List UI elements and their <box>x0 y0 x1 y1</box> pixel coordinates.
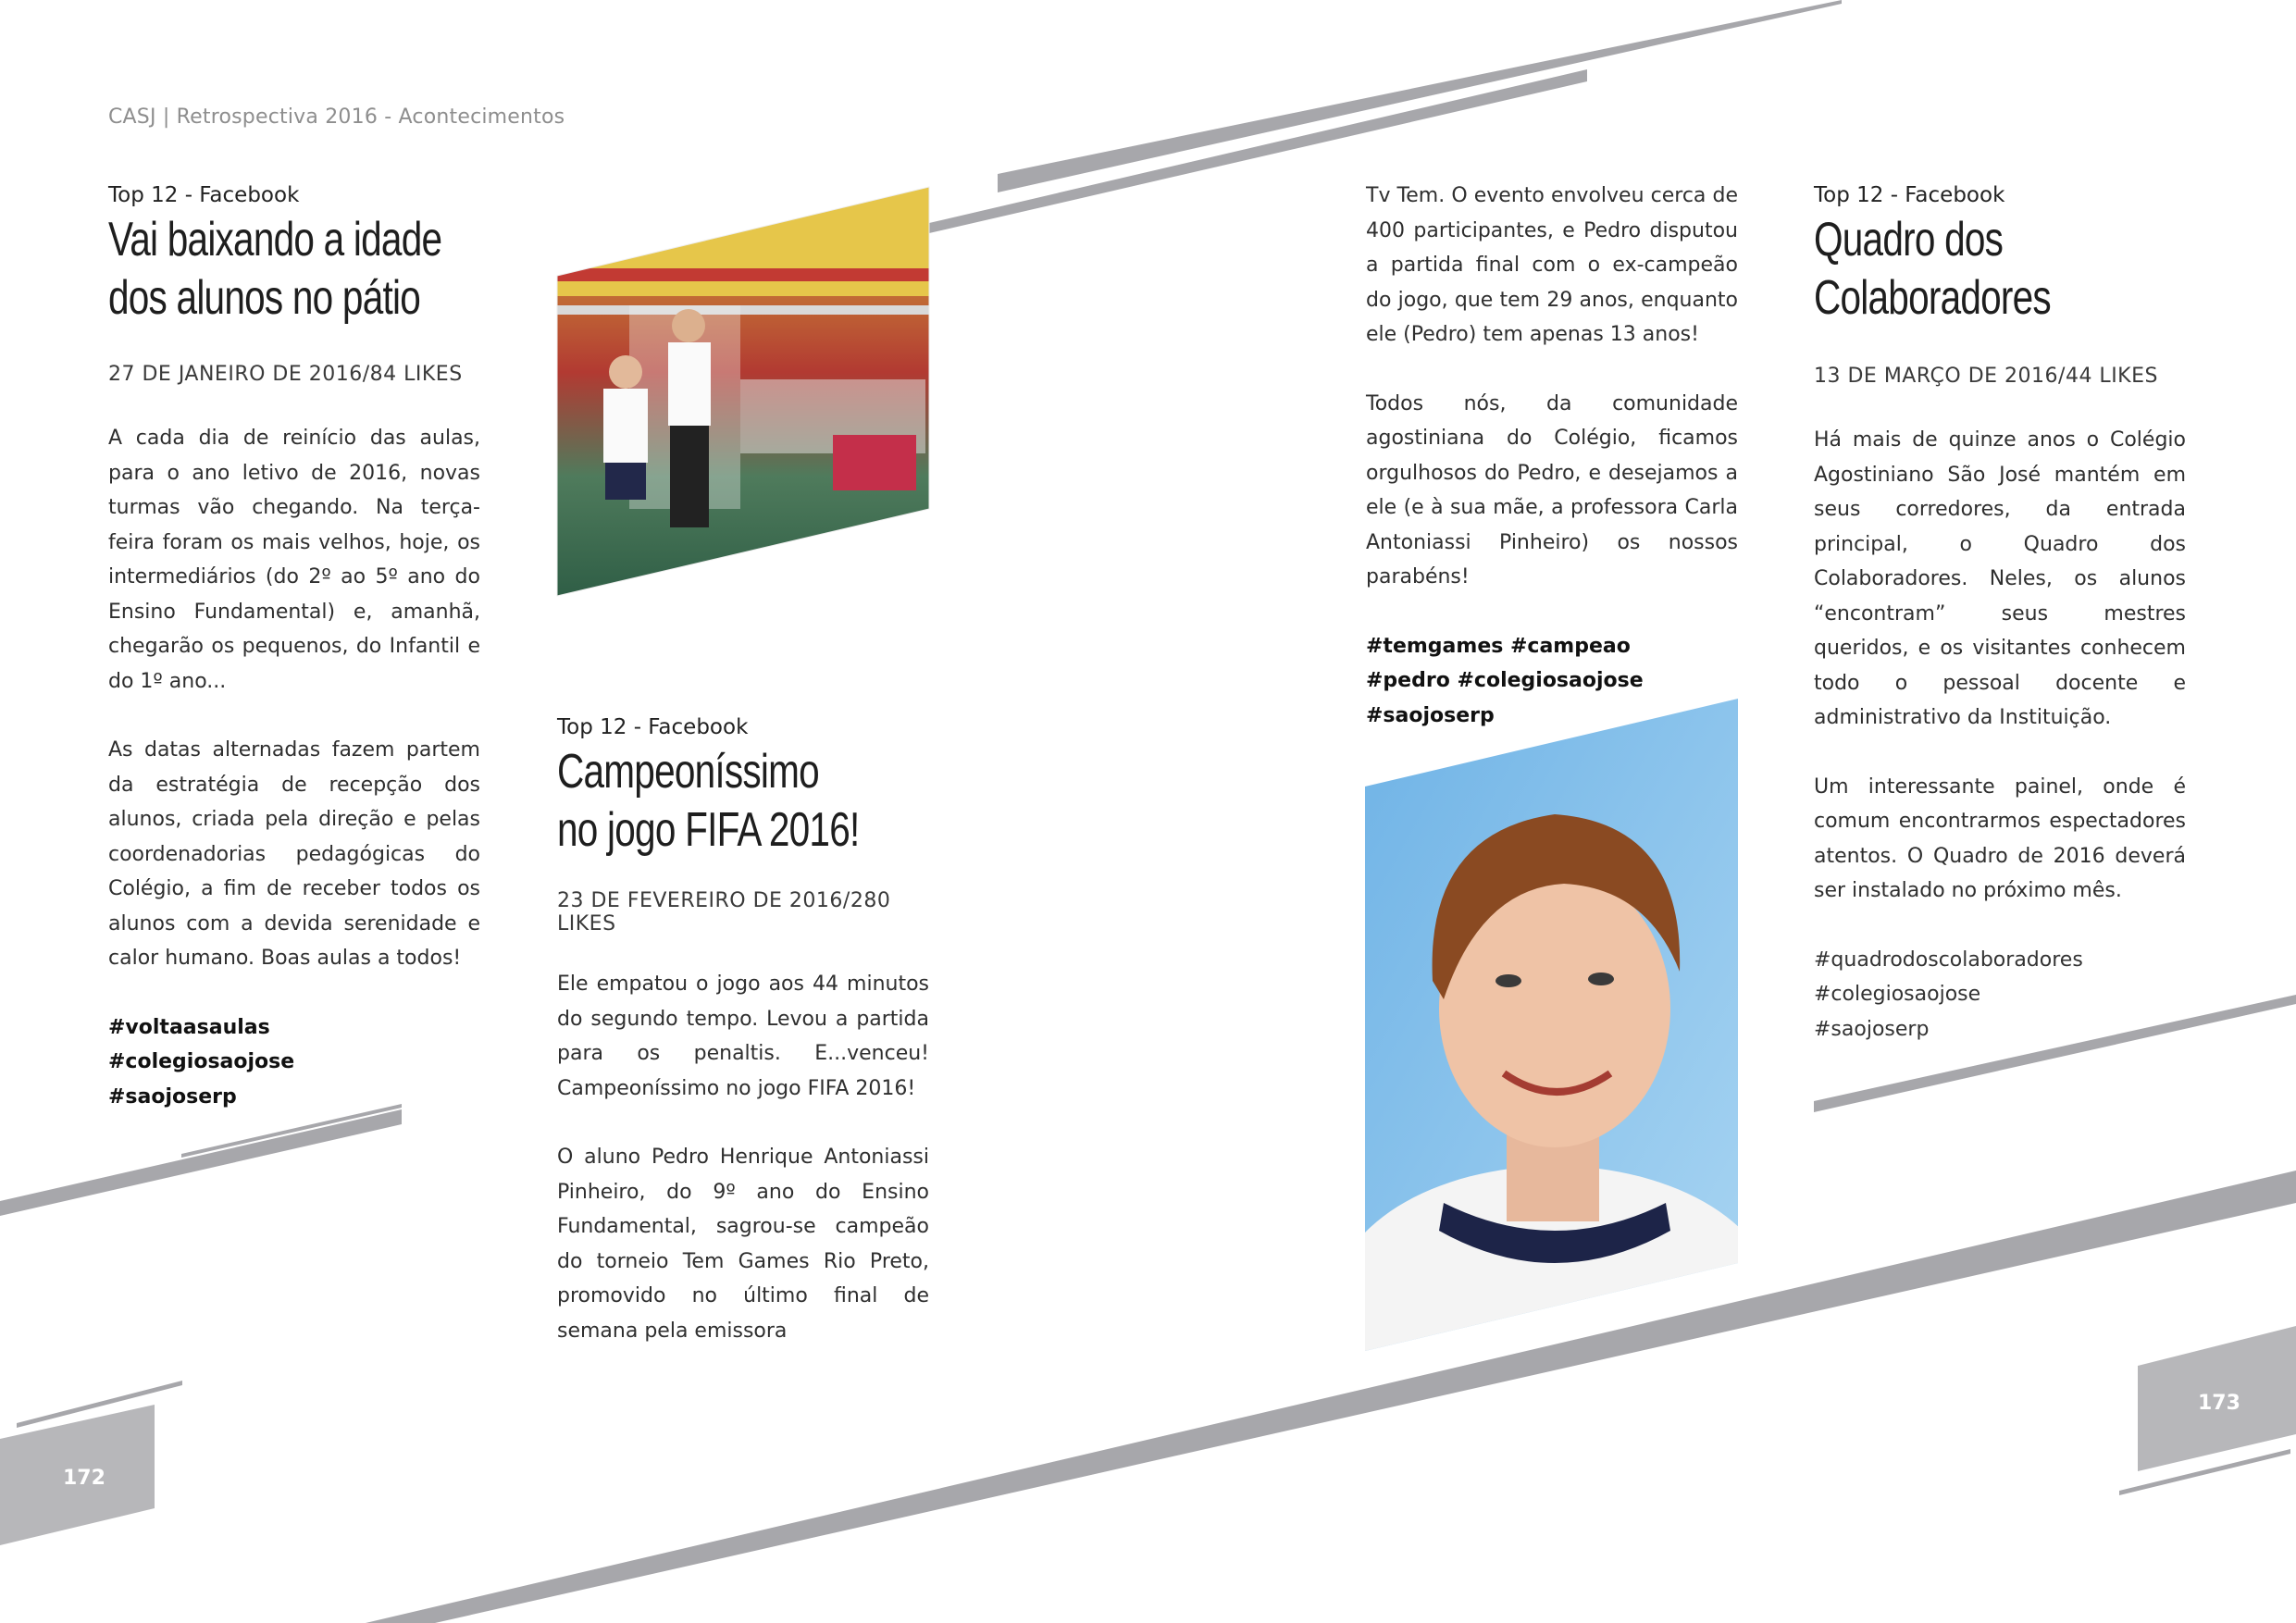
hashtag[interactable]: #saojoserp <box>1814 1017 1930 1041</box>
photo-students-gym <box>557 185 929 601</box>
article-paragraph: Todos nós, da comunidade agostiniana do Colégio, ficamos orgulhosos do Pedro, e desejamos a ele (e à sua mãe, a professora Carla Antoniassi Pinheiro) os nossos parabéns! <box>1366 391 1738 588</box>
article-title: Quadro dos Colaboradores <box>1814 213 2051 325</box>
hashtag[interactable]: #saojoserp <box>108 1084 237 1109</box>
hashtag[interactable]: #pedro #colegiosaojose <box>1366 669 1644 692</box>
hashtag[interactable]: #quadrodoscolaboradores <box>1814 948 2083 972</box>
page-number-left: 172 <box>63 1467 105 1490</box>
article-fifa-champion <box>557 713 929 1348</box>
article-paragraph: O aluno Pedro Henrique Antoniassi Pinheiro, do 9º ano do Ensino Fundamental, sagrou-se campeão do torneio Tem Games Rio Preto, promovido no último final de semana pela emissora <box>557 1146 929 1343</box>
article-title: Vai baixando a idade dos alunos no pátio <box>108 213 442 325</box>
article-kicker: Top 12 - Facebook <box>557 715 749 739</box>
article-hashtags <box>1814 943 2186 1047</box>
article-paragraph: Um interessante painel, onde é comum encontrarmos espectadores atentos. O Quadro de 2016 deverá ser instalado no próximo mês. <box>1814 774 2186 902</box>
hashtag[interactable]: #colegiosaojose <box>1814 983 1981 1006</box>
article-paragraph: Tv Tem. O evento envolveu cerca de 400 participantes, e Pedro disputou a partida final com o ex-campeão do jogo, que tem 29 anos, enquanto ele (Pedro) tem apenas 13 anos! <box>1366 184 1738 346</box>
article-hashtags <box>108 1010 480 1115</box>
article-paragraph: A cada dia de reinício das aulas, para o ano letivo de 2016, novas turmas vão chegando. Na terça-feira foram os mais velhos, hoje, os intermediários (do 2º ao 5º ano do Ensino Fundamental) e, amanhã, chegarão os pequenos, do Infantil e do 1º ano... <box>108 427 480 693</box>
article-kicker: Top 12 - Facebook <box>108 183 300 207</box>
article-hashtags <box>1366 629 1738 734</box>
article-title: Campeoníssimo no jogo FIFA 2016! <box>557 745 860 857</box>
stripe-left-1 <box>0 1109 402 1216</box>
article-fifa-champion-continued <box>1366 179 1738 733</box>
article-staff-board <box>1814 181 2186 1047</box>
article-date: 23 DE FEVEREIRO DE 2016/280 LIKES <box>557 889 891 935</box>
running-header: CASJ | Retrospectiva 2016 - Acontecimentos <box>108 105 565 129</box>
article-paragraph: Há mais de quinze anos o Colégio Agostiniano São José mantém em seus corredores, da entrada principal, o Quadro dos Colaboradores. Neles, os alunos “encontram” seus mestres queridos, e os visitantes conhecem todo o pessoal docente e administrativo da Instituição. <box>1814 428 2186 729</box>
stripe-top-1 <box>998 0 1842 192</box>
hashtag[interactable]: #temgames #campeao <box>1366 634 1631 658</box>
article-date: 13 DE MARÇO DE 2016/44 LIKES <box>1814 365 2158 388</box>
hashtag[interactable]: #saojoserp <box>1366 703 1495 727</box>
page-number-right: 173 <box>2198 1392 2240 1415</box>
article-date: 27 DE JANEIRO DE 2016/84 LIKES <box>108 363 463 386</box>
article-back-to-school <box>108 181 480 1114</box>
article-paragraph: As datas alternadas fazem partem da estratégia de recepção dos alunos, criada pela direção e pelas coordenadorias pedagógicas do Colégio, a fim de receber todos os alunos com a devida serenidade e calor humano. Boas aulas a todos! <box>108 738 480 970</box>
article-paragraph: Ele empatou o jogo aos 44 minutos do segundo tempo. Levou a partida para os penaltis. E...venceu! Campeoníssimo no jogo FIFA 2016! <box>557 973 929 1100</box>
article-kicker: Top 12 - Facebook <box>1814 183 2005 207</box>
hashtag[interactable]: #colegiosaojose <box>108 1050 295 1073</box>
hashtag[interactable]: #voltaasaulas <box>108 1015 270 1039</box>
